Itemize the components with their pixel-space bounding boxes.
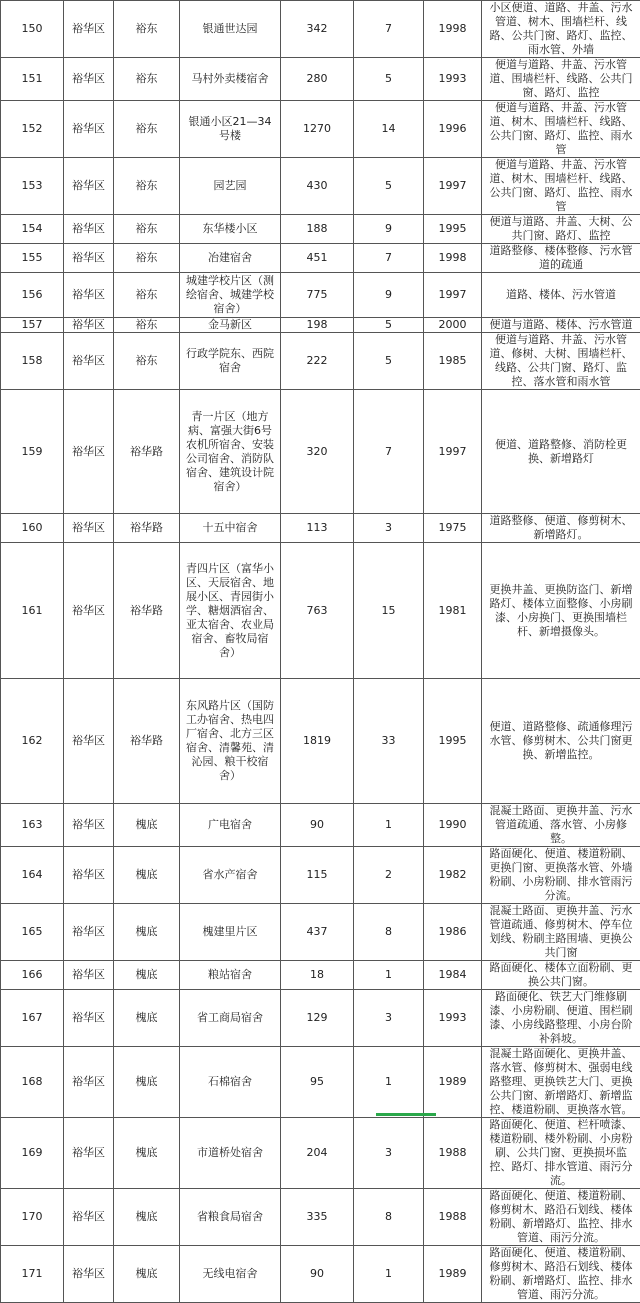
year-cell: 1995: [424, 679, 482, 804]
renovation-content: 便道、道路整修、消防栓更换、新增路灯: [482, 390, 640, 514]
row-number: 165: [1, 904, 64, 961]
row-number: 156: [1, 273, 64, 318]
year-cell: 1989: [424, 1246, 482, 1303]
row-number: 162: [1, 679, 64, 804]
renovation-content: 路面硬化、便道、楼道粉刷、更换门窗、更换落水管、外墙粉刷、小房粉刷、排水管雨污分流。: [482, 847, 640, 904]
floors-cell: 3: [354, 990, 424, 1047]
floors-cell: 15: [354, 543, 424, 679]
row-number: 150: [1, 1, 64, 58]
year-cell: 1975: [424, 514, 482, 543]
row-number: 159: [1, 390, 64, 514]
row-number: 154: [1, 215, 64, 244]
floors-cell: 1: [354, 961, 424, 990]
street-cell: 裕华路: [114, 390, 180, 514]
table-row: [1, 1118, 640, 1189]
table-row: [1, 804, 640, 847]
district-cell: 裕华区: [64, 1189, 114, 1246]
row-number: 171: [1, 1246, 64, 1303]
households-cell: 95: [281, 1047, 354, 1118]
renovation-content: 便道与道路、井盖、污水管道、树木、围墙栏杆、线路、公共门窗、路灯、监控、雨水管: [482, 101, 640, 158]
community-name: 省工商局宿舍: [180, 990, 281, 1047]
year-cell: 1986: [424, 904, 482, 961]
district-cell: 裕华区: [64, 1246, 114, 1303]
year-cell: 1998: [424, 1, 482, 58]
row-number: 160: [1, 514, 64, 543]
floors-cell: 1: [354, 1047, 424, 1118]
floors-cell: 9: [354, 273, 424, 318]
table-row: [1, 333, 640, 390]
row-number: 168: [1, 1047, 64, 1118]
year-cell: 1998: [424, 244, 482, 273]
households-cell: 129: [281, 990, 354, 1047]
floors-cell: 2: [354, 847, 424, 904]
floors-cell: 1: [354, 804, 424, 847]
year-cell: 1990: [424, 804, 482, 847]
district-cell: 裕华区: [64, 58, 114, 101]
table-row: [1, 158, 640, 215]
year-cell: 1982: [424, 847, 482, 904]
year-cell: 1997: [424, 158, 482, 215]
floors-cell: 5: [354, 318, 424, 333]
community-name: 石棉宿舍: [180, 1047, 281, 1118]
district-cell: 裕华区: [64, 215, 114, 244]
floors-cell: 3: [354, 514, 424, 543]
table-row: [1, 961, 640, 990]
table-row: [1, 847, 640, 904]
row-number: 157: [1, 318, 64, 333]
table-row: [1, 244, 640, 273]
year-cell: 1988: [424, 1189, 482, 1246]
year-cell: 1989: [424, 1047, 482, 1118]
households-cell: 320: [281, 390, 354, 514]
year-cell: 2000: [424, 318, 482, 333]
community-name: 东风路片区（国防工办宿舍、热电四厂宿舍、北方三区宿舍、清馨苑、清沁园、粮干校宿舍）: [180, 679, 281, 804]
street-cell: 槐底: [114, 961, 180, 990]
community-name: 省水产宿舍: [180, 847, 281, 904]
district-cell: 裕华区: [64, 101, 114, 158]
district-cell: 裕华区: [64, 990, 114, 1047]
households-cell: 113: [281, 514, 354, 543]
district-cell: 裕华区: [64, 318, 114, 333]
renovation-content: 路面硬化、铁艺大门维修刷漆、小房粉刷、便道、围栏刷漆、小房线路整理、小房台阶补斜坡。: [482, 990, 640, 1047]
households-cell: 1819: [281, 679, 354, 804]
district-cell: 裕华区: [64, 961, 114, 990]
table-row: [1, 1246, 640, 1303]
row-number: 170: [1, 1189, 64, 1246]
district-cell: 裕华区: [64, 847, 114, 904]
households-cell: 1270: [281, 101, 354, 158]
row-number: 169: [1, 1118, 64, 1189]
street-cell: 槐底: [114, 904, 180, 961]
community-name: 冶建宿舍: [180, 244, 281, 273]
floors-cell: 5: [354, 58, 424, 101]
street-cell: 裕东: [114, 273, 180, 318]
floors-cell: 14: [354, 101, 424, 158]
street-cell: 裕东: [114, 318, 180, 333]
renovation-content: 便道与道路、楼体、污水管道: [482, 318, 640, 333]
street-cell: 裕东: [114, 333, 180, 390]
street-cell: 裕华路: [114, 514, 180, 543]
households-cell: 198: [281, 318, 354, 333]
floors-cell: 5: [354, 158, 424, 215]
table-row: [1, 390, 640, 514]
floors-cell: 33: [354, 679, 424, 804]
year-cell: 1988: [424, 1118, 482, 1189]
year-cell: 1984: [424, 961, 482, 990]
households-cell: 90: [281, 1246, 354, 1303]
district-cell: 裕华区: [64, 158, 114, 215]
street-cell: 槐底: [114, 1189, 180, 1246]
street-cell: 裕东: [114, 215, 180, 244]
year-cell: 1981: [424, 543, 482, 679]
households-cell: 763: [281, 543, 354, 679]
community-name: 省粮食局宿舍: [180, 1189, 281, 1246]
year-cell: 1995: [424, 215, 482, 244]
households-cell: 430: [281, 158, 354, 215]
table-row: [1, 215, 640, 244]
row-number: 163: [1, 804, 64, 847]
district-cell: 裕华区: [64, 273, 114, 318]
street-cell: 裕东: [114, 244, 180, 273]
renovation-content: 便道与道路、井盖、大树、公共门窗、路灯、监控: [482, 215, 640, 244]
floors-cell: 3: [354, 1118, 424, 1189]
row-number: 167: [1, 990, 64, 1047]
district-cell: 裕华区: [64, 1, 114, 58]
street-cell: 裕华路: [114, 679, 180, 804]
table-row: [1, 543, 640, 679]
households-cell: 775: [281, 273, 354, 318]
community-name: 马村外卖楼宿舍: [180, 58, 281, 101]
floors-cell: 7: [354, 390, 424, 514]
table-row: [1, 904, 640, 961]
community-name: 青四片区（富华小区、天辰宿舍、地展小区、青园街小学、糖烟酒宿舍、亚太宿舍、农业局宿舍、畜牧局宿舍）: [180, 543, 281, 679]
table-row: [1, 101, 640, 158]
row-number: 164: [1, 847, 64, 904]
community-name: 银通世达园: [180, 1, 281, 58]
district-cell: 裕华区: [64, 390, 114, 514]
renovation-content: 路面硬化、便道、楼道粉刷、修剪树木、路沿石划线、楼体粉刷、新增路灯、监控、排水管道、雨污分流。: [482, 1189, 640, 1246]
street-cell: 裕华路: [114, 543, 180, 679]
community-name: 银通小区21—34号楼: [180, 101, 281, 158]
street-cell: 槐底: [114, 990, 180, 1047]
year-cell: 1993: [424, 990, 482, 1047]
community-name: 东华楼小区: [180, 215, 281, 244]
district-cell: 裕华区: [64, 804, 114, 847]
households-cell: 437: [281, 904, 354, 961]
row-number: 158: [1, 333, 64, 390]
table-body: [1, 1, 640, 1303]
district-cell: 裕华区: [64, 514, 114, 543]
row-number: 166: [1, 961, 64, 990]
renovation-content: 小区便道、道路、井盖、污水管道、树木、围墙栏杆、线路、公共门窗、路灯、监控、雨水管、外墙: [482, 1, 640, 58]
community-name: 市道桥处宿舍: [180, 1118, 281, 1189]
district-cell: 裕华区: [64, 679, 114, 804]
table-row: [1, 273, 640, 318]
floors-cell: 7: [354, 244, 424, 273]
households-cell: 90: [281, 804, 354, 847]
renovation-content: 更换井盖、更换防盗门、新增路灯、楼体立面整修、小房刷漆、小房换门、更换围墙栏杆、新增摄像头。: [482, 543, 640, 679]
renovation-content: 路面硬化、便道、栏杆喷漆、楼道粉刷、楼外粉刷、小房粉刷、公共门窗、更换损坏监控、路灯、排水管道、雨污分流。: [482, 1118, 640, 1189]
community-name: 城建学校片区（测绘宿舍、城建学校宿舍）: [180, 273, 281, 318]
community-name: 金马新区: [180, 318, 281, 333]
households-cell: 115: [281, 847, 354, 904]
table-row: [1, 1, 640, 58]
renovation-content: 混凝土路面硬化、更换井盖、落水管、修剪树木、强弱电线路整理、更换铁艺大门、更换公共门窗、新增路灯、新增监控、楼道粉刷、更换落水管。: [482, 1047, 640, 1118]
district-cell: 裕华区: [64, 1047, 114, 1118]
floors-cell: 7: [354, 1, 424, 58]
floors-cell: 9: [354, 215, 424, 244]
renovation-content: 混凝土路面、更换井盖、污水管道疏通、修剪树木、停车位划线、粉刷主路围墙、更换公共门窗: [482, 904, 640, 961]
renovation-content: 便道、道路整修、疏通修理污水管、修剪树木、公共门窗更换、新增监控。: [482, 679, 640, 804]
street-cell: 裕东: [114, 58, 180, 101]
floors-cell: 5: [354, 333, 424, 390]
households-cell: 204: [281, 1118, 354, 1189]
year-cell: 1993: [424, 58, 482, 101]
year-cell: 1985: [424, 333, 482, 390]
year-cell: 1997: [424, 390, 482, 514]
year-cell: 1997: [424, 273, 482, 318]
row-number: 161: [1, 543, 64, 679]
renovation-content: 混凝土路面、更换井盖、污水管道疏通、落水管、小房修整。: [482, 804, 640, 847]
row-number: 155: [1, 244, 64, 273]
households-cell: 342: [281, 1, 354, 58]
renovation-content: 道路、楼体、污水管道: [482, 273, 640, 318]
renovation-content: 道路整修、便道、修剪树木、新增路灯。: [482, 514, 640, 543]
renovation-content: 路面硬化、楼体立面粉刷、更换公共门窗。: [482, 961, 640, 990]
street-cell: 槐底: [114, 1246, 180, 1303]
street-cell: 槐底: [114, 1118, 180, 1189]
renovation-content: 路面硬化、便道、楼道粉刷、修剪树木、路沿石划线、楼体粉刷、新增路灯、监控、排水管道、雨污分流。: [482, 1246, 640, 1303]
table-row: [1, 514, 640, 543]
renovation-content: 便道与道路、井盖、污水管道、修树、大树、围墙栏杆、线路、公共门窗、路灯、监控、落水管和雨水管: [482, 333, 640, 390]
floors-cell: 8: [354, 1189, 424, 1246]
table-row: [1, 1047, 640, 1118]
row-number: 152: [1, 101, 64, 158]
street-cell: 槐底: [114, 1047, 180, 1118]
street-cell: 槐底: [114, 804, 180, 847]
row-number: 151: [1, 58, 64, 101]
community-name: 槐建里片区: [180, 904, 281, 961]
community-name: 行政学院东、西院宿舍: [180, 333, 281, 390]
highlight-mark: [376, 1113, 436, 1116]
street-cell: 裕东: [114, 1, 180, 58]
renovation-content: 便道与道路、井盖、污水管道、围墙栏杆、线路、公共门窗、路灯、监控: [482, 58, 640, 101]
renovation-content: 便道与道路、井盖、污水管道、树木、围墙栏杆、线路、公共门窗、路灯、监控、雨水管: [482, 158, 640, 215]
district-cell: 裕华区: [64, 543, 114, 679]
community-name: 园艺园: [180, 158, 281, 215]
households-cell: 451: [281, 244, 354, 273]
community-name: 粮站宿舍: [180, 961, 281, 990]
community-name: 青一片区（地方病、富强大街6号农机所宿舍、安装公司宿舍、消防队宿舍、建筑设计院宿舍）: [180, 390, 281, 514]
community-name: 无线电宿舍: [180, 1246, 281, 1303]
district-cell: 裕华区: [64, 244, 114, 273]
floors-cell: 8: [354, 904, 424, 961]
community-name: 广电宿舍: [180, 804, 281, 847]
households-cell: 188: [281, 215, 354, 244]
district-cell: 裕华区: [64, 1118, 114, 1189]
community-name: 十五中宿舍: [180, 514, 281, 543]
households-cell: 280: [281, 58, 354, 101]
households-cell: 222: [281, 333, 354, 390]
households-cell: 18: [281, 961, 354, 990]
row-number: 153: [1, 158, 64, 215]
floors-cell: 1: [354, 1246, 424, 1303]
table-row: [1, 990, 640, 1047]
street-cell: 裕东: [114, 158, 180, 215]
street-cell: 裕东: [114, 101, 180, 158]
district-cell: 裕华区: [64, 904, 114, 961]
renovation-content: 道路整修、楼体整修、污水管道的疏通: [482, 244, 640, 273]
households-cell: 335: [281, 1189, 354, 1246]
table-row: [1, 58, 640, 101]
table-row: [1, 1189, 640, 1246]
table-row: [1, 679, 640, 804]
district-cell: 裕华区: [64, 333, 114, 390]
year-cell: 1996: [424, 101, 482, 158]
street-cell: 槐底: [114, 847, 180, 904]
table-row: [1, 318, 640, 333]
